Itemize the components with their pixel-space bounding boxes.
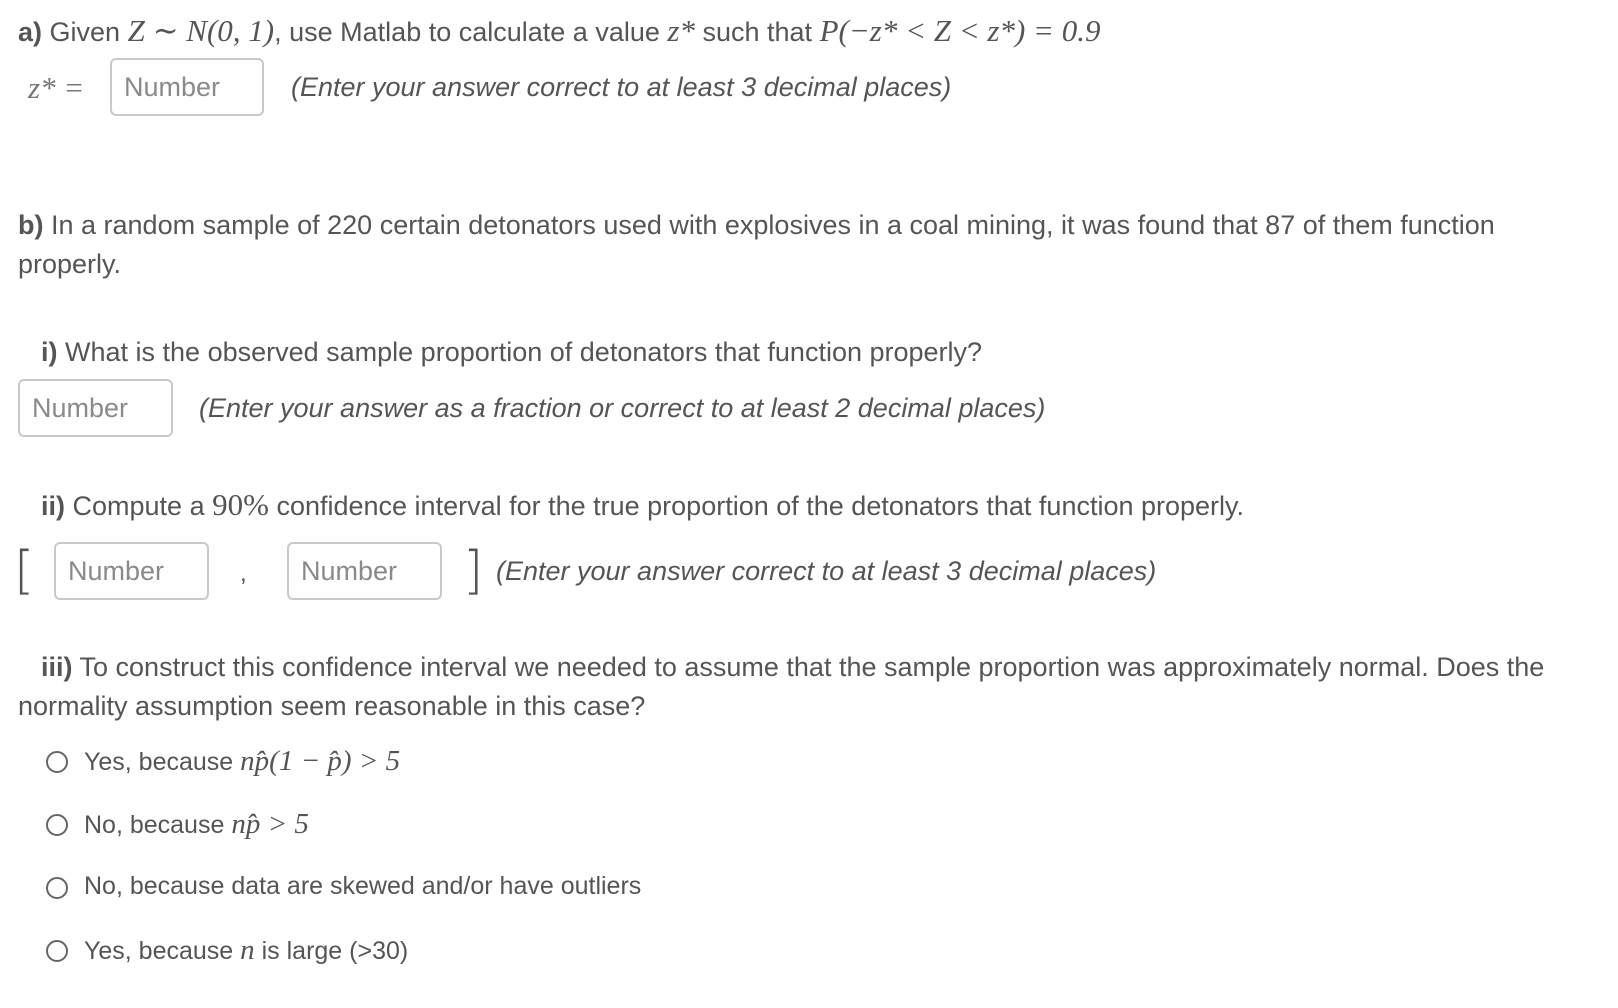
option-4-suffix: is large (>30) (261, 937, 409, 965)
part-b-question-line1 (18, 210, 1495, 241)
part-b-ii-label: ii) (41, 491, 65, 521)
interval-lower-input[interactable] (54, 542, 209, 600)
part-a-label: a) (18, 17, 43, 47)
option-1-math: np̂(1 − p̂) > 5 (240, 745, 401, 777)
part-b-iii-text-line1: To construct this confidence interval we needed to assume that the sample proportion was approximately normal. Does the (79, 652, 1545, 682)
part-a-z-star-math: z* (667, 13, 695, 48)
part-b-label: b) (18, 210, 44, 240)
option-2-math: np̂ > 5 (231, 808, 309, 840)
option-4-text: Yes, because (84, 937, 234, 965)
interval-upper-input[interactable] (287, 542, 442, 600)
option-radio-yes-n-large[interactable] (46, 940, 68, 962)
part-a-probability-math: P(−z* < Z < z*) = 0.9 (819, 13, 1101, 48)
option-label-yes-n-large[interactable] (84, 934, 408, 967)
part-a-z-star-input[interactable] (110, 58, 264, 116)
part-b-i-text: What is the observed sample proportion of detonators that function properly? (65, 337, 983, 367)
part-b-iii-question-line1 (41, 652, 1544, 683)
part-b-text-line2: properly. (18, 249, 122, 279)
part-b-ii-question (41, 485, 1244, 526)
option-radio-no-np[interactable] (46, 814, 68, 836)
interval-open-bracket: [ (14, 541, 35, 601)
part-b-iii-label: iii) (41, 652, 73, 682)
option-label-yes-npq[interactable] (84, 745, 400, 778)
option-1-text: Yes, because (84, 748, 234, 776)
part-b-text-line1: In a random sample of 220 certain detonators used with explosives in a coal mining, it was found that 87 of them function (51, 210, 1495, 240)
option-3-text: No, because data are skewed and/or have outliers (84, 872, 642, 900)
part-a-distribution-math: Z ∼ N(0, 1) (127, 13, 275, 48)
part-b-ii-text-after: confidence interval for the true proportion of the detonators that function properly. (276, 491, 1245, 521)
part-a-given-text: Given (49, 17, 121, 47)
option-4-math: n (240, 934, 255, 966)
part-b-ii-text-before: Compute a (72, 491, 205, 521)
part-a-hint: (Enter your answer correct to at least 3 decimal places) (291, 72, 952, 102)
option-radio-no-skewed[interactable] (46, 877, 68, 899)
part-b-i-label: i) (41, 337, 58, 367)
part-a-use-text: , use Matlab to calculate a value (274, 17, 660, 47)
option-label-no-np[interactable] (84, 808, 309, 841)
part-b-ii-percent-math: 90% (212, 487, 269, 522)
interval-comma: , (240, 560, 247, 587)
option-radio-yes-npq[interactable] (46, 751, 68, 773)
part-a-such-text: such that (702, 17, 813, 47)
part-a-answer-variable: z* = (28, 70, 85, 105)
option-label-no-skewed[interactable] (84, 872, 641, 901)
part-a-question (18, 10, 1100, 53)
part-b-i-proportion-input[interactable] (18, 379, 173, 437)
part-b-ii-hint: (Enter your answer correct to at least 3 decimal places) (496, 556, 1157, 586)
part-b-i-question (41, 337, 982, 368)
part-b-i-hint: (Enter your answer as a fraction or correct to at least 2 decimal places) (199, 393, 1046, 423)
part-b-iii-text-line2: normality assumption seem reasonable in this case? (18, 691, 646, 721)
interval-close-bracket: ] (463, 541, 484, 601)
option-2-text: No, because (84, 811, 225, 839)
